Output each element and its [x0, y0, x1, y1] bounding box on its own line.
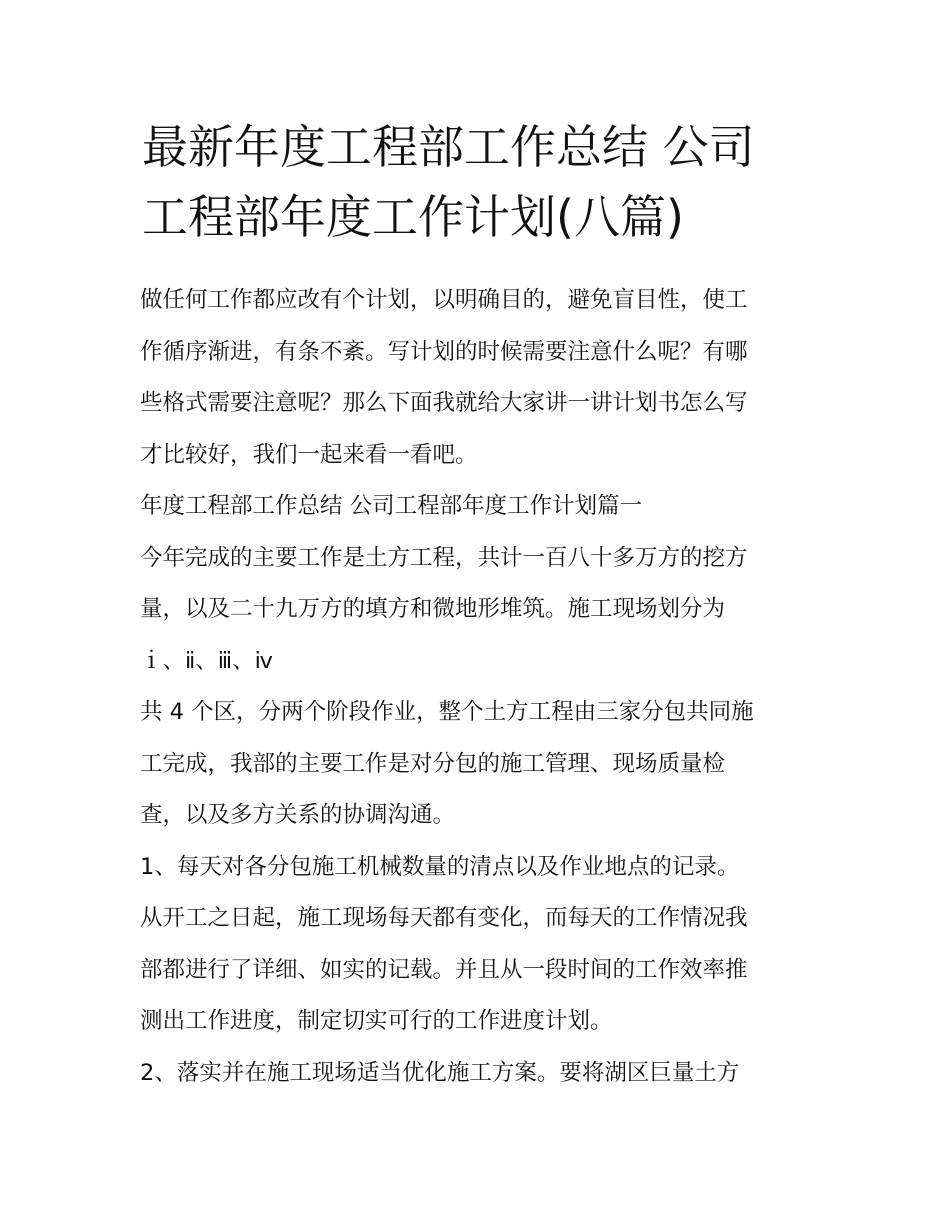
- text-line: 做任何工作都应改有个计划，以明确目的，避免盲目性，使工: [140, 287, 748, 313]
- list-item-2: 2、落实并在施工现场适当优化施工方案。要将湖区巨量土方: [140, 1059, 740, 1086]
- text-line: ｉ、ⅱ、ⅲ、ⅳ: [140, 647, 273, 674]
- text-line: 查，以及多方关系的协调沟通。: [140, 802, 456, 828]
- title-line: 最新年度工程部工作总结 公司: [142, 120, 755, 174]
- text-line: 共 4 个区，分两个阶段作业，整个土方工程由三家分包共同施: [140, 699, 754, 725]
- text-line: 今年完成的主要工作是土方工程，共计一百八十多万方的挖方: [140, 544, 748, 571]
- document-title: [142, 112, 832, 252]
- text-line: 才比较好，我们一起来看一看吧。: [140, 441, 478, 468]
- text-line: 作循序渐进，有条不紊。写计划的时候需要注意什么呢？有哪: [140, 338, 748, 365]
- section-heading: 年度工程部工作总结 公司工程部年度工作计划篇一: [140, 493, 643, 519]
- title-line: 工程部年度工作计划(八篇): [142, 190, 684, 244]
- text-line: 工完成，我部的主要工作是对分包的施工管理、现场质量检: [140, 750, 726, 777]
- list-item-1: 1、每天对各分包施工机械数量的清点以及作业地点的记录。: [140, 853, 740, 880]
- text-line: 部都进行了详细、如实的记载。并且从一段时间的工作效率推: [140, 956, 748, 983]
- text-line: 量，以及二十九万方的填方和微地形堆筑。施工现场划分为: [140, 596, 726, 622]
- text-line: 从开工之日起，施工现场每天都有变化，而每天的工作情况我: [140, 905, 748, 931]
- text-line: 些格式需要注意呢？那么下面我就给大家讲一讲计划书怎么写: [140, 390, 748, 416]
- text-line: 测出工作进度，制定切实可行的工作进度计划。: [140, 1008, 613, 1034]
- intro-paragraph: [140, 275, 830, 1099]
